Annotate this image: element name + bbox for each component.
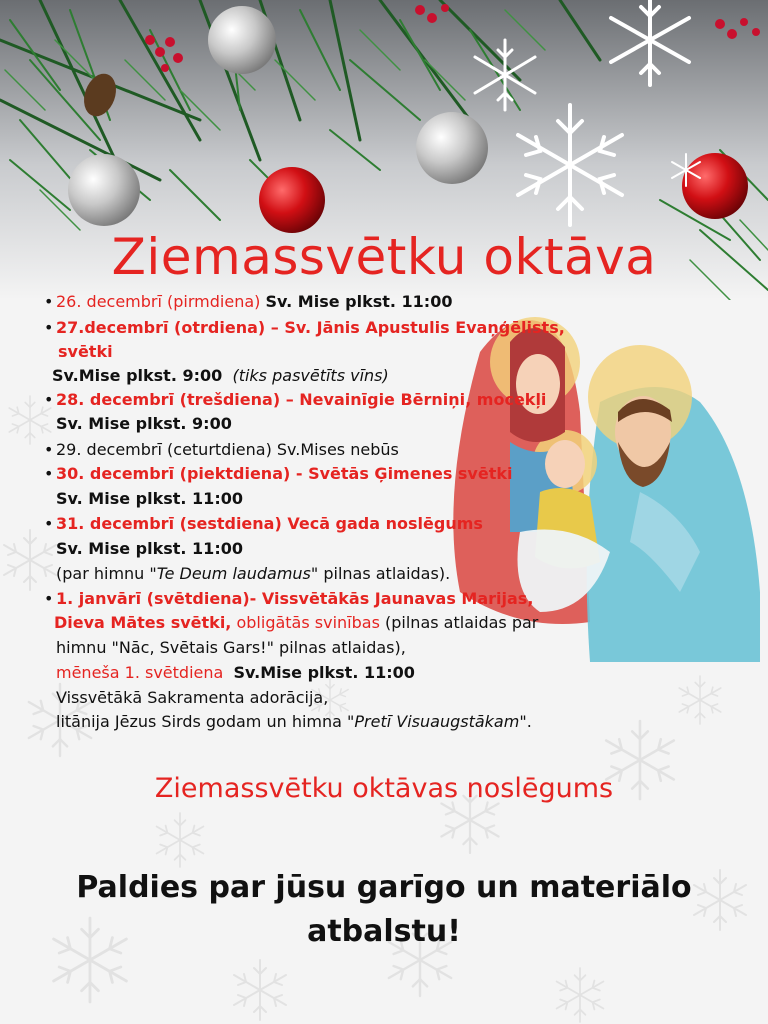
hymn-title: "Pretī Visuaugstākam"	[347, 712, 527, 731]
closing-subtitle: Ziemassvētku oktāvas noslēgums	[154, 773, 614, 804]
bullet: •	[44, 318, 54, 337]
item-mass-time: Sv. Mise plkst. 11:00	[265, 292, 453, 311]
item-feast-line	[54, 613, 538, 633]
bullet: •	[44, 292, 54, 311]
list-item	[44, 390, 546, 410]
item-litany-line	[56, 712, 532, 732]
item-mass-line	[52, 366, 389, 386]
item-obligation: obligātās svinības	[236, 613, 380, 632]
item-date: 31. decembrī (sestdiena) Vecā gada noslēgums	[56, 514, 483, 533]
list-item	[44, 514, 483, 534]
poster-title: Ziemassvētku oktāva	[111, 228, 657, 286]
item-mass-time: Sv.Mise plkst. 11:00	[233, 663, 415, 682]
item-note-end: " pilnas atlaidas).	[310, 564, 451, 583]
item-date: 30. decembrī (piektdiena) - Svētās Ģimenes svētki	[56, 464, 513, 483]
bullet: •	[44, 514, 54, 533]
item-indulgence-continued: himnu "Nāc, Svētais Gars!" pilnas atlaidas),	[56, 638, 406, 657]
item-mass-time: Sv. Mise plkst. 11:00	[56, 489, 243, 508]
item-date: 28. decembrī (trešdiena) – Nevainīgie Bērniņi, mocekļi	[56, 390, 547, 409]
item-note: (par himnu "	[56, 564, 157, 583]
item-indulgence: (pilnas atlaidas par	[385, 613, 539, 632]
list-item	[44, 318, 565, 338]
item-adoration-line	[56, 688, 328, 708]
item-date-continued	[58, 342, 113, 362]
item-indulgence-line	[56, 638, 406, 658]
item-date: 26. decembrī (pirmdiena)	[56, 292, 261, 311]
item-mass-line	[56, 489, 243, 509]
list-item	[44, 464, 512, 484]
item-adoration: Vissvētākā Sakramenta adorācija,	[56, 688, 329, 707]
bullet: •	[44, 440, 54, 459]
hymn-title: Te Deum laudamus	[156, 564, 311, 583]
item-mass-time: Sv. Mise plkst. 11:00	[56, 539, 243, 558]
list-item	[44, 292, 452, 312]
item-litany: litānija Jēzus Sirds godam un himna	[56, 712, 348, 731]
item-mass-line	[56, 414, 232, 434]
item-feast: Dieva Mātes svētki,	[54, 613, 232, 632]
bullet: •	[44, 589, 54, 608]
item-text: 29. decembrī (ceturtdiena) Sv.Mises nebūs	[56, 440, 399, 459]
item-date: 1. janvārī (svētdiena)- Vissvētākās Jaunavas Marijas,	[56, 589, 534, 608]
list-item	[44, 440, 399, 460]
item-date: 27.decembrī (otrdiena) – Sv. Jānis Apustulis Evaņģēlists,	[56, 318, 565, 337]
item-mass-line	[56, 539, 243, 559]
item-mass-time: Sv. Mise plkst. 9:00	[56, 414, 232, 433]
bullet: •	[44, 464, 54, 483]
thanks-message: Paldies par jūsu garīgo un materiālo atbalstu!	[76, 870, 692, 949]
item-note-line	[56, 564, 450, 584]
bullet: •	[44, 390, 54, 409]
list-item	[44, 589, 533, 609]
item-mass-line	[56, 663, 415, 683]
item-mass-time: Sv.Mise plkst. 9:00	[52, 366, 223, 385]
item-note: (tiks pasvētīts vīns)	[232, 366, 389, 385]
item-litany-end: .	[526, 712, 532, 731]
item-feast: svētki	[58, 342, 113, 361]
item-first-sunday: mēneša 1. svētdiena	[56, 663, 224, 682]
